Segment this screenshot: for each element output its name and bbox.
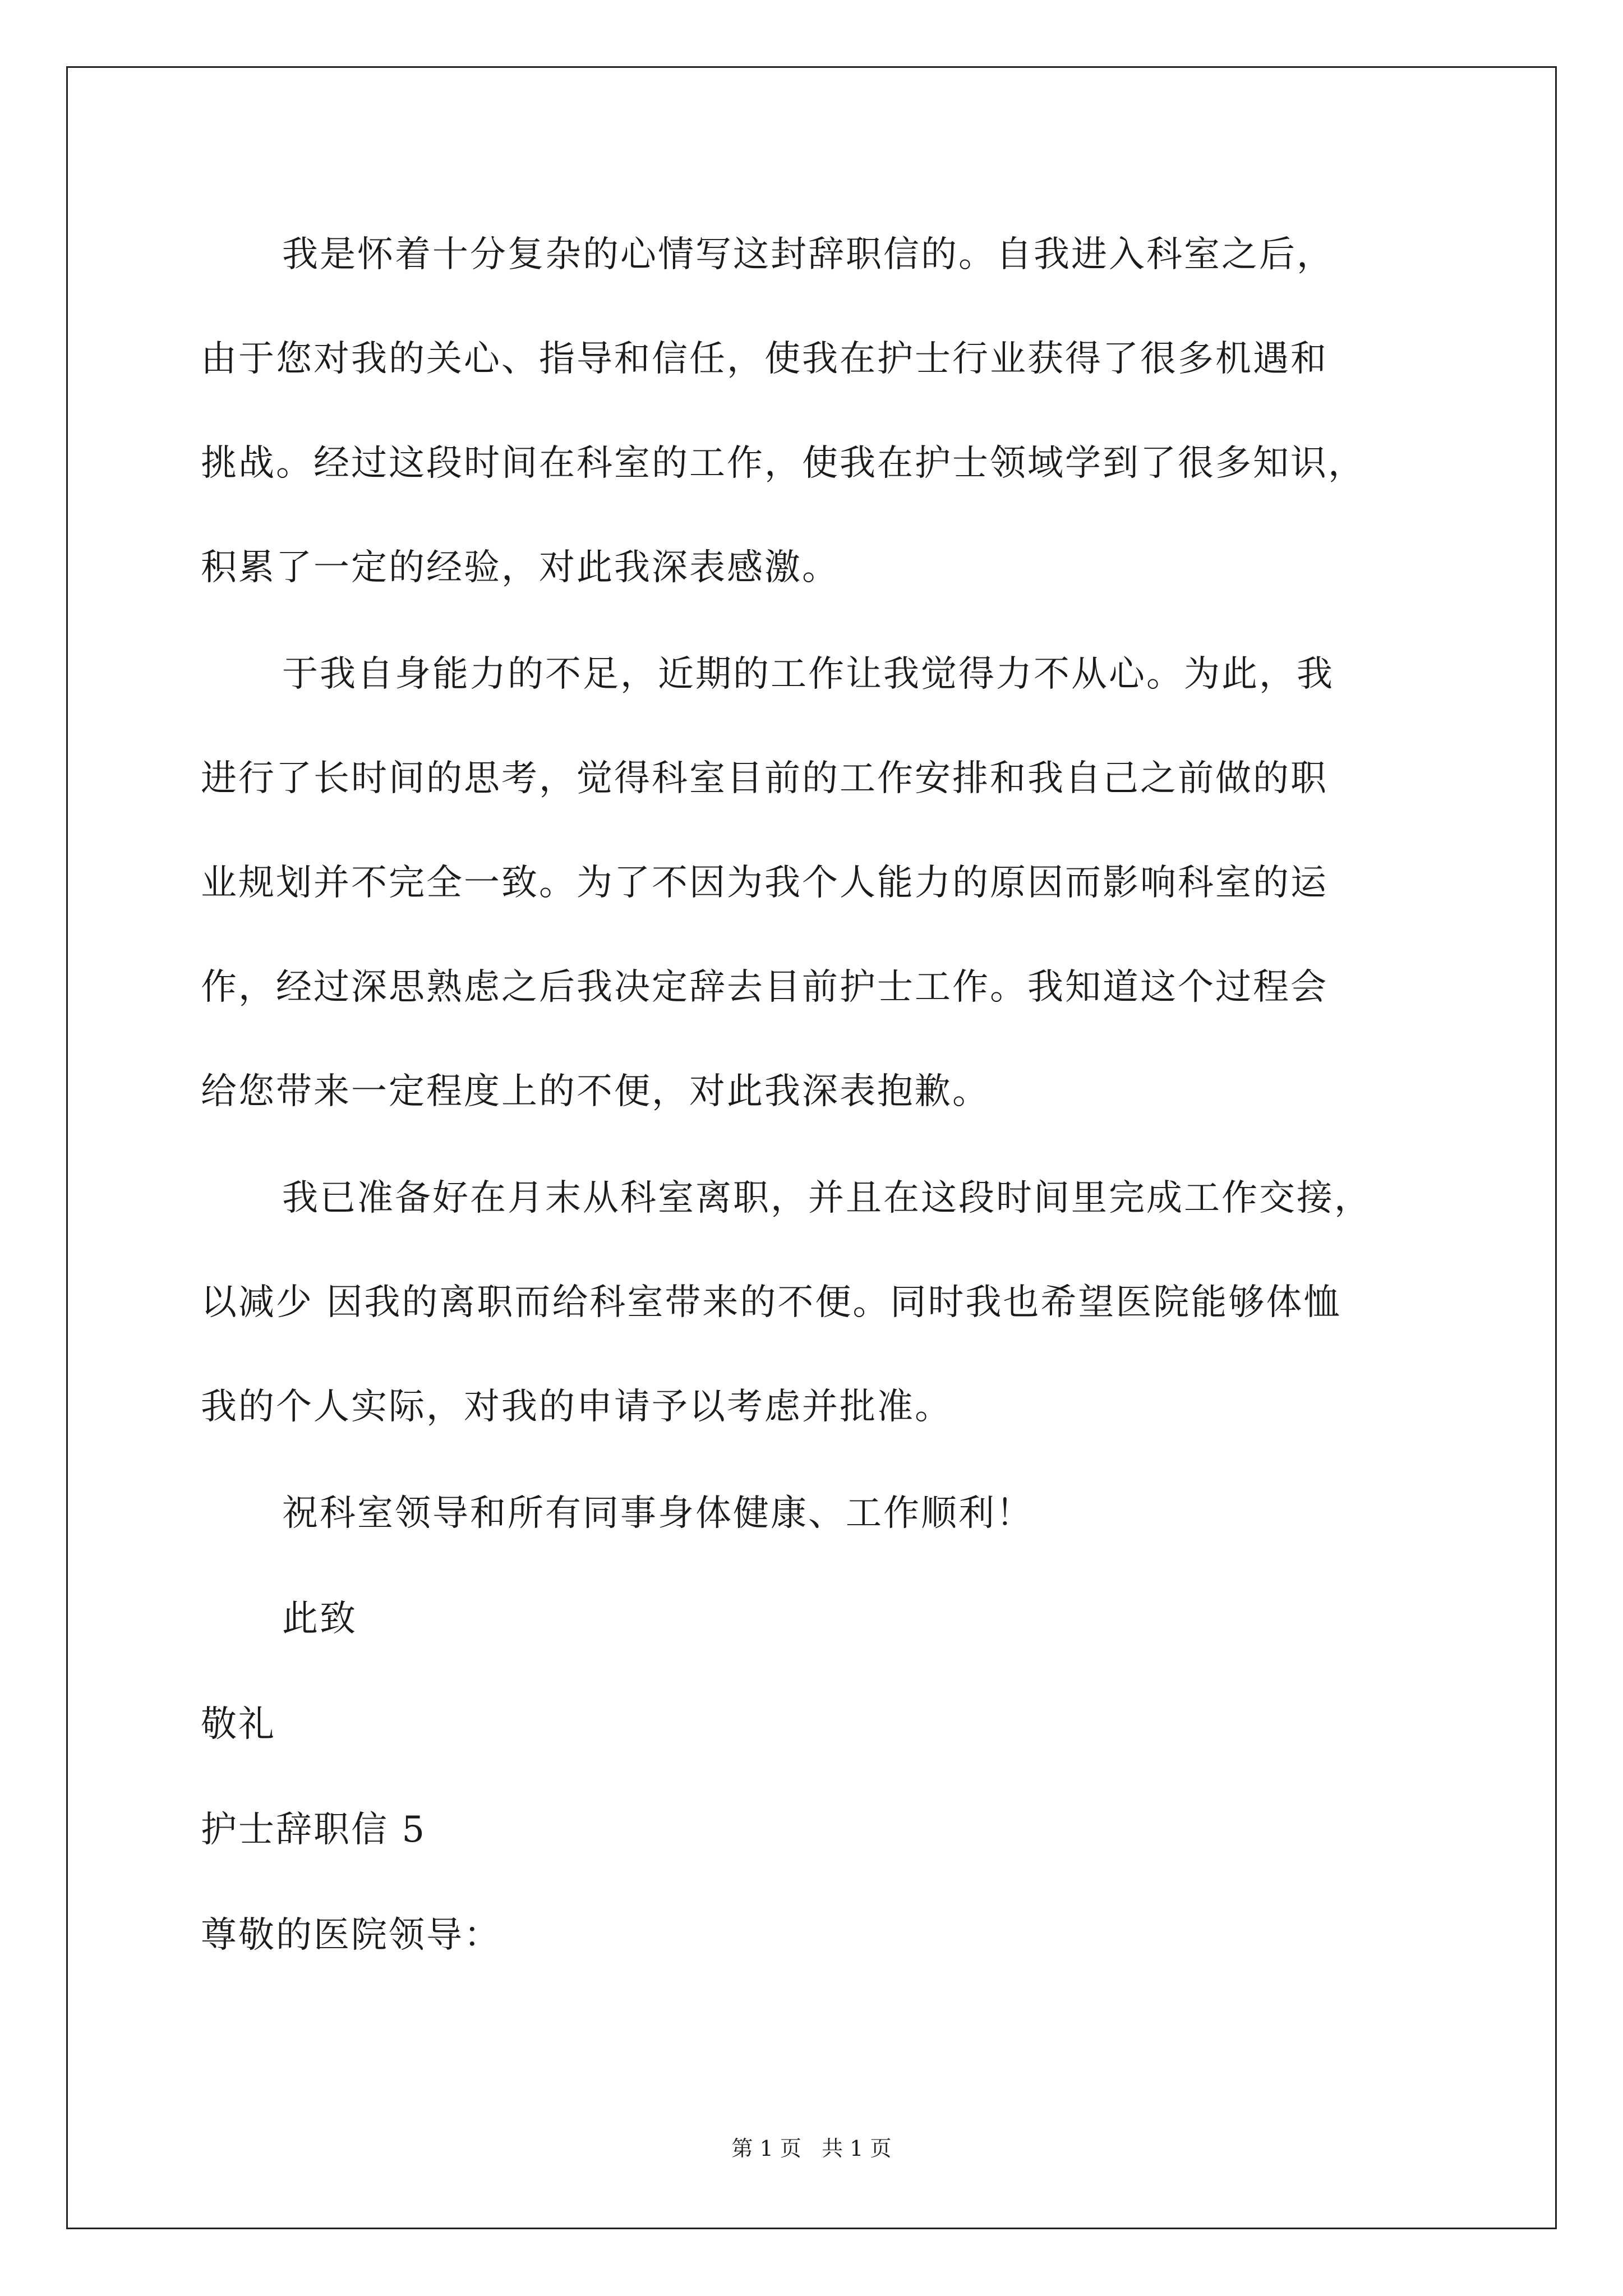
paragraph-2-line-2: 进行了长时间的思考，觉得科室目前的工作安排和我自己之前做的职: [201, 758, 1328, 799]
greeting-line: 尊敬的医院领导：: [201, 1915, 501, 1956]
closing-wishes: 祝科室领导和所有同事身体健康、工作顺利！: [282, 1493, 1034, 1534]
closing-regards: 敬礼: [201, 1704, 276, 1745]
paragraph-1-line-2: 由于您对我的关心、指导和信任，使我在护士行业获得了很多机遇和: [201, 338, 1328, 380]
paragraph-1-line-3: 挑战。经过这段时间在科室的工作，使我在护士领域学到了很多知识，: [201, 443, 1366, 484]
section-heading: 护士辞职信 5: [201, 1809, 427, 1851]
page-footer: 第 1 页 共 1 页: [731, 2136, 892, 2161]
paragraph-2-line-1: 于我自身能力的不足，近期的工作让我觉得力不从心。为此，我: [282, 654, 1334, 695]
paragraph-1-line-4: 积累了一定的经验，对此我深表感激。: [201, 547, 840, 588]
closing-salutation: 此致: [282, 1598, 357, 1640]
paragraph-2-line-4: 作，经过深思熟虑之后我决定辞去目前护士工作。我知道这个过程会: [201, 967, 1328, 1008]
paragraph-2-line-5: 给您带来一定程度上的不便，对此我深表抱歉。: [201, 1071, 990, 1112]
paragraph-3-line-1: 我已准备好在月末从科室离职，并且在这段时间里完成工作交接，: [282, 1177, 1372, 1219]
paragraph-2-line-3: 业规划并不完全一致。为了不因为我个人能力的原因而影响科室的运: [201, 862, 1328, 904]
paragraph-3-line-2: 以减少 因我的离职而给科室带来的不便。同时我也希望医院能够体恤: [201, 1282, 1341, 1323]
page-border: [66, 66, 1557, 2229]
paragraph-3-line-3: 我的个人实际，对我的申请予以考虑并批准。: [201, 1386, 952, 1428]
paragraph-1-line-1: 我是怀着十分复杂的心情写这封辞职信的。自我进入科室之后，: [282, 234, 1334, 275]
